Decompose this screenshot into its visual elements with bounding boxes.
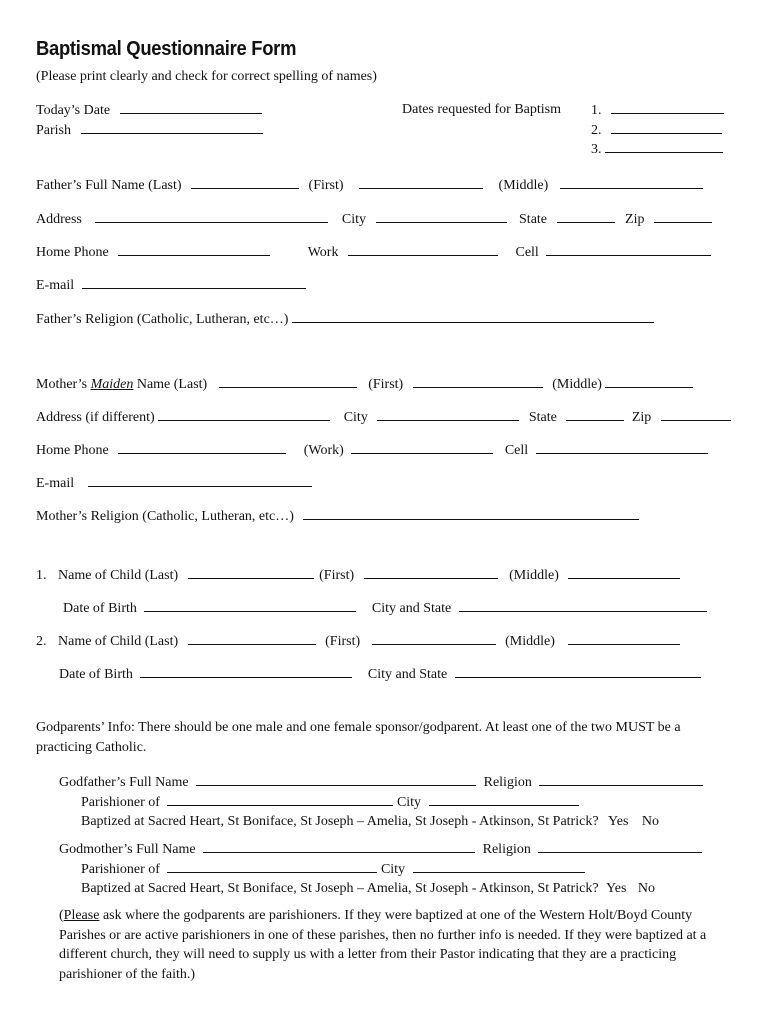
father-cell-label: Cell bbox=[515, 245, 539, 260]
father-middle-label: (Middle) bbox=[498, 178, 549, 193]
date-requested-1-row: 1. bbox=[591, 101, 724, 119]
father-email-field[interactable] bbox=[82, 276, 306, 289]
father-name-row bbox=[36, 176, 703, 194]
child-2-dob-label: Date of Birth bbox=[59, 667, 133, 682]
godfather-city-field[interactable] bbox=[429, 793, 579, 806]
mother-zip-label: Zip bbox=[631, 410, 652, 425]
child-1-dob-label: Date of Birth bbox=[63, 601, 137, 616]
godmother-name-row bbox=[59, 840, 702, 858]
child-1-city-state-field[interactable] bbox=[459, 599, 707, 612]
todays-date-row bbox=[36, 101, 262, 119]
mother-email-row bbox=[36, 474, 312, 492]
note-open-paren: ( bbox=[59, 908, 64, 923]
father-religion-field[interactable] bbox=[292, 310, 654, 323]
parish-field[interactable] bbox=[81, 121, 263, 134]
mother-first-label: (First) bbox=[368, 377, 404, 392]
father-middle-field[interactable] bbox=[560, 176, 703, 189]
godparents-info: Godparents’ Info: There should be one male and one female sponsor/godparent. At least one of the two MUST be a practicing Catholic. bbox=[36, 720, 681, 755]
mother-email-label: E-mail bbox=[36, 476, 75, 491]
mother-phone-row bbox=[36, 441, 708, 459]
father-city-label: City bbox=[341, 212, 367, 227]
godmother-no-option[interactable]: No bbox=[637, 881, 656, 896]
child-2-middle-field[interactable] bbox=[568, 632, 680, 645]
mother-last-label: Name (Last) bbox=[136, 377, 208, 392]
godmother-name-label: Godmother’s Full Name bbox=[59, 842, 196, 857]
godmother-religion-field[interactable] bbox=[538, 840, 702, 853]
child-2-first-label: (First) bbox=[325, 634, 361, 649]
child-2-name-row bbox=[36, 632, 680, 650]
date-requested-3-field[interactable] bbox=[605, 140, 723, 153]
child-2-birth-row bbox=[59, 665, 701, 683]
mother-state-label: State bbox=[528, 410, 557, 425]
godmother-baptized-label: Baptized at Sacred Heart, St Boniface, St Joseph – Amelia, St Joseph - Atkinson, St Patrick? bbox=[81, 881, 599, 896]
child-1-last-label: Name of Child (Last) bbox=[58, 568, 179, 583]
father-email-label: E-mail bbox=[36, 278, 75, 293]
mother-email-field[interactable] bbox=[88, 474, 312, 487]
father-religion-label: Father’s Religion (Catholic, Lutheran, etc…) bbox=[36, 312, 289, 327]
godfather-yes-option[interactable]: Yes bbox=[608, 814, 629, 829]
note-text: ask where the godparents are parishioners. If they were baptized at one of the Western Holt/Boyd County Parishes or are active parishioners in one of these parishes, then no further info is needed. If they were baptized at a different church, they will need to supply us with a letter from their Pastor indicating that they are a practicing parishioner of the faith.) bbox=[59, 908, 707, 982]
godfather-name-row bbox=[59, 773, 703, 791]
mother-home-phone-label: Home Phone bbox=[36, 443, 109, 458]
godmother-city-field[interactable] bbox=[413, 860, 585, 873]
mother-maiden-label: Maiden bbox=[90, 377, 134, 392]
father-last-field[interactable] bbox=[191, 176, 299, 189]
godfather-religion-label: Religion bbox=[483, 775, 532, 790]
child-1-number: 1. bbox=[36, 568, 47, 583]
father-address-field[interactable] bbox=[95, 210, 328, 223]
instructions: (Please print clearly and check for correct spelling of names) bbox=[36, 69, 377, 84]
father-zip-field[interactable] bbox=[654, 210, 712, 223]
mother-name-row bbox=[36, 375, 693, 393]
godmother-yes-option[interactable]: Yes bbox=[606, 881, 627, 896]
mother-work-label: (Work) bbox=[303, 443, 344, 458]
father-work-field[interactable] bbox=[348, 243, 498, 256]
child-2-middle-label: (Middle) bbox=[505, 634, 555, 649]
father-work-label: Work bbox=[307, 245, 339, 260]
mother-religion-field[interactable] bbox=[303, 507, 639, 520]
mother-address-label: Address (if different) bbox=[36, 410, 155, 425]
mother-address-field[interactable] bbox=[158, 408, 330, 421]
child-1-name-row bbox=[36, 566, 680, 584]
father-religion-row bbox=[36, 310, 654, 328]
todays-date-label: Today’s Date bbox=[36, 103, 111, 118]
godfather-name-label: Godfather’s Full Name bbox=[59, 775, 189, 790]
godfather-city-label: City bbox=[396, 795, 422, 810]
godfather-baptized-row bbox=[81, 813, 659, 830]
father-address-row bbox=[36, 210, 712, 228]
mother-address-row bbox=[36, 408, 731, 426]
mother-city-label: City bbox=[343, 410, 368, 425]
child-2-city-state-label: City and State bbox=[367, 667, 448, 682]
date-requested-2-row: 2. bbox=[591, 121, 722, 139]
father-home-phone-label: Home Phone bbox=[36, 245, 109, 260]
godfather-no-option[interactable]: No bbox=[641, 814, 660, 829]
father-state-label: State bbox=[519, 212, 548, 227]
godmother-name-field[interactable] bbox=[203, 840, 475, 853]
mother-middle-field[interactable] bbox=[605, 375, 693, 388]
parishioner-note bbox=[59, 906, 719, 984]
godfather-parishioner-field[interactable] bbox=[167, 793, 393, 806]
child-1-middle-field[interactable] bbox=[568, 566, 680, 579]
child-1-city-state-label: City and State bbox=[371, 601, 452, 616]
father-zip-label: Zip bbox=[625, 212, 645, 227]
child-2-last-field[interactable] bbox=[188, 632, 316, 645]
date-requested-1-field[interactable] bbox=[611, 101, 724, 114]
child-2-first-field[interactable] bbox=[372, 632, 496, 645]
mother-zip-field[interactable] bbox=[661, 408, 731, 421]
child-2-city-state-field[interactable] bbox=[455, 665, 701, 678]
mother-cell-field[interactable] bbox=[536, 441, 708, 454]
father-first-label: (First) bbox=[308, 178, 344, 193]
child-1-dob-field[interactable] bbox=[144, 599, 356, 612]
child-1-first-label: (First) bbox=[319, 568, 355, 583]
date-requested-2-field[interactable] bbox=[611, 121, 722, 134]
godfather-baptized-label: Baptized at Sacred Heart, St Boniface, St Joseph – Amelia, St Joseph - Atkinson, St Patrick? bbox=[81, 814, 599, 829]
father-phone-row bbox=[36, 243, 711, 261]
father-cell-field[interactable] bbox=[546, 243, 711, 256]
godmother-parishioner-label: Parishioner of bbox=[81, 862, 160, 877]
mother-work-field[interactable] bbox=[351, 441, 493, 454]
father-first-field[interactable] bbox=[359, 176, 483, 189]
godmother-religion-label: Religion bbox=[482, 842, 531, 857]
dates-requested-label: Dates requested for Baptism bbox=[402, 102, 562, 117]
godmother-city-label: City bbox=[380, 862, 406, 877]
mother-middle-label: (Middle) bbox=[552, 377, 602, 392]
parish-row bbox=[36, 121, 263, 139]
child-2-last-label: Name of Child (Last) bbox=[58, 634, 179, 649]
godfather-parish-row bbox=[81, 793, 579, 811]
godfather-name-field[interactable] bbox=[196, 773, 476, 786]
date-requested-3-row: 3. bbox=[591, 140, 723, 158]
note-please: Please bbox=[63, 908, 100, 923]
mother-last-field[interactable] bbox=[219, 375, 357, 388]
form-title: Baptismal Questionnaire Form bbox=[36, 38, 297, 60]
father-city-field[interactable] bbox=[376, 210, 507, 223]
mother-prefix-label: Mother’s bbox=[36, 377, 88, 392]
father-state-field[interactable] bbox=[557, 210, 615, 223]
child-2-dob-field[interactable] bbox=[140, 665, 352, 678]
father-home-phone-field[interactable] bbox=[118, 243, 270, 256]
mother-state-field[interactable] bbox=[566, 408, 624, 421]
child-1-first-field[interactable] bbox=[364, 566, 498, 579]
father-last-label: Father’s Full Name (Last) bbox=[36, 178, 182, 193]
child-2-number: 2. bbox=[36, 634, 47, 649]
parish-label: Parish bbox=[36, 123, 71, 138]
father-address-label: Address bbox=[36, 212, 82, 227]
mother-city-field[interactable] bbox=[377, 408, 519, 421]
child-1-last-field[interactable] bbox=[188, 566, 314, 579]
godfather-parishioner-label: Parishioner of bbox=[81, 795, 160, 810]
child-1-birth-row bbox=[63, 599, 707, 617]
godfather-religion-field[interactable] bbox=[539, 773, 703, 786]
father-email-row bbox=[36, 276, 306, 294]
godmother-parishioner-field[interactable] bbox=[167, 860, 377, 873]
godmother-parish-row bbox=[81, 860, 585, 878]
todays-date-field[interactable] bbox=[120, 101, 262, 114]
child-1-middle-label: (Middle) bbox=[509, 568, 559, 583]
mother-religion-label: Mother’s Religion (Catholic, Lutheran, etc…) bbox=[36, 509, 294, 524]
godmother-baptized-row bbox=[81, 880, 655, 897]
mother-home-phone-field[interactable] bbox=[118, 441, 286, 454]
mother-religion-row bbox=[36, 507, 639, 525]
mother-cell-label: Cell bbox=[504, 443, 529, 458]
mother-first-field[interactable] bbox=[413, 375, 543, 388]
